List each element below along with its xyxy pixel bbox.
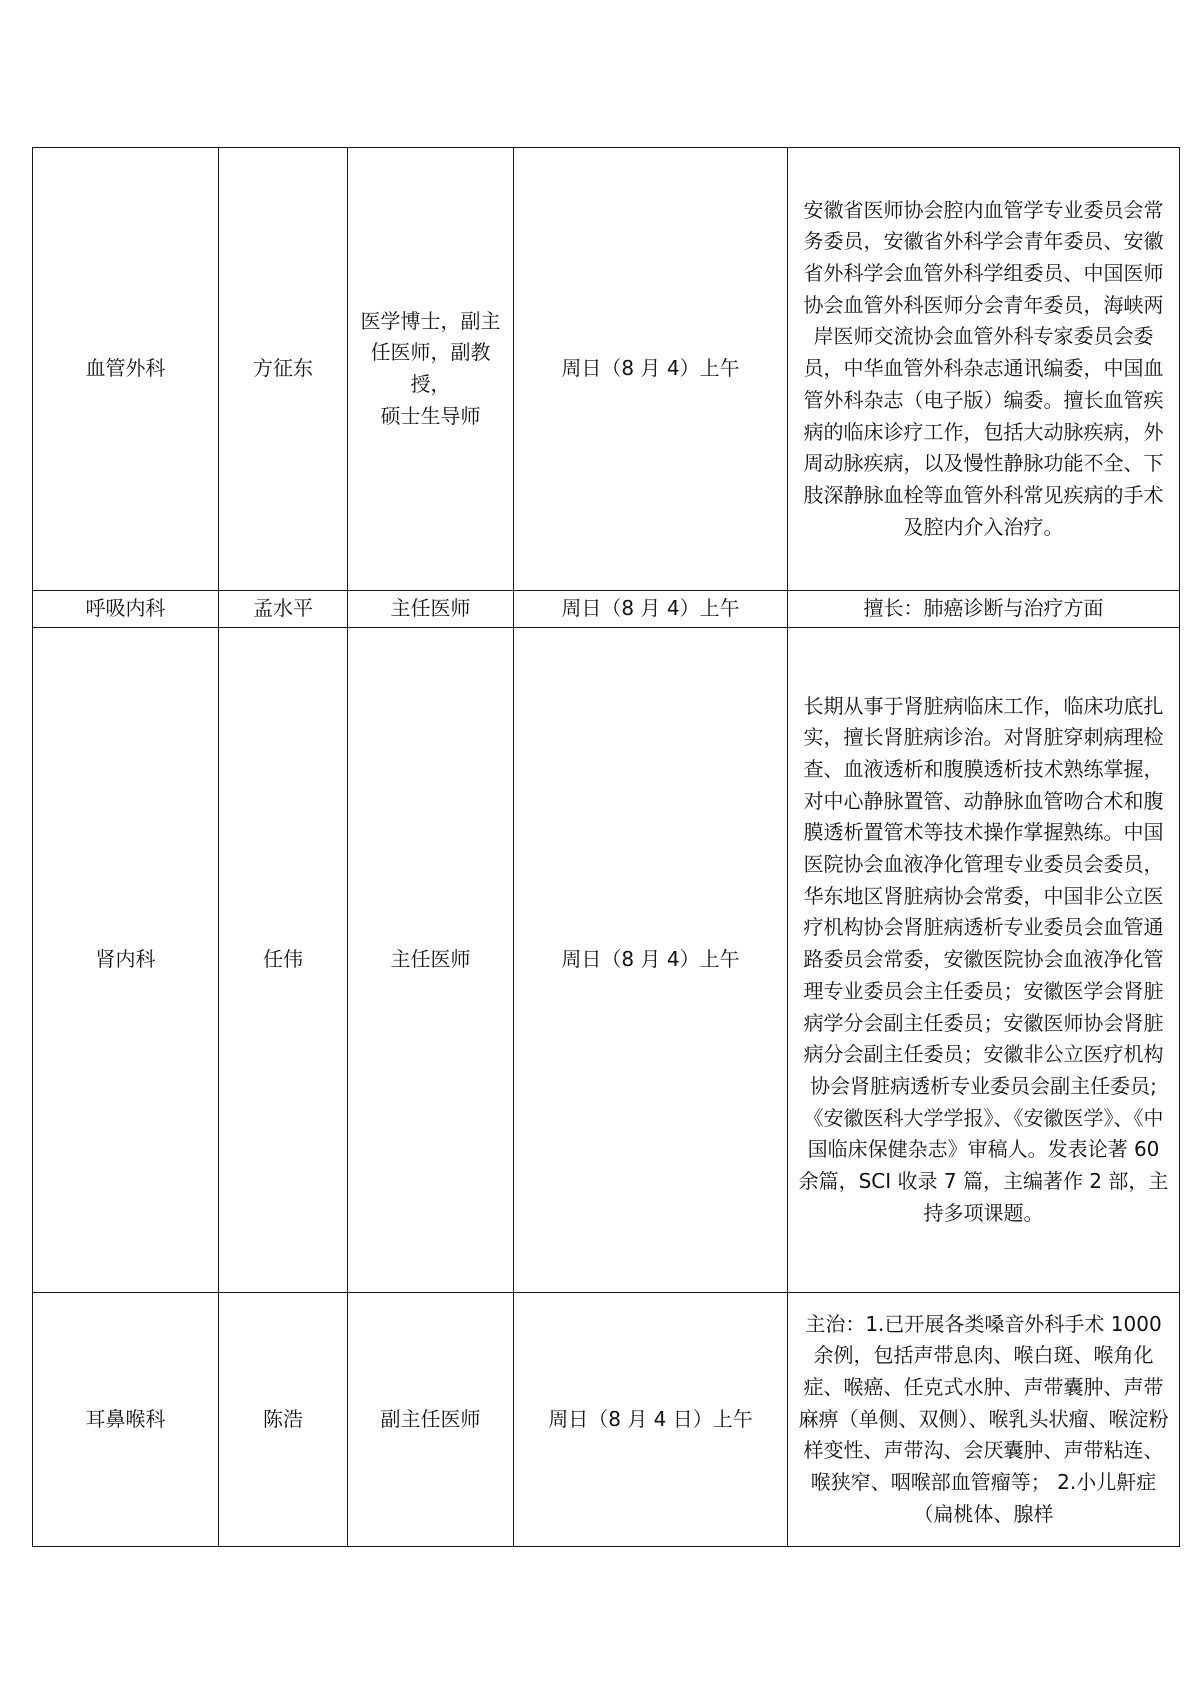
doctor-description-cell (788, 628, 1180, 1293)
doctor-title-line: 硕士生导师 (380, 403, 481, 428)
clinic-time-cell: 周日（8 月 4）上午 (514, 591, 788, 628)
doctor-title-cell: 主任医师 (348, 591, 514, 628)
doctor-title-cell: 副主任医师 (348, 1293, 514, 1547)
doctor-name-cell: 任伟 (219, 628, 348, 1293)
department-cell: 呼吸内科 (33, 591, 219, 628)
doctor-name-cell: 孟水平 (219, 591, 348, 628)
table-row (33, 148, 1180, 591)
doctor-name-cell: 陈浩 (219, 1293, 348, 1547)
doctor-description-cell (788, 591, 1180, 628)
department-cell: 耳鼻喉科 (33, 1293, 219, 1547)
doctor-description: 擅长：肺癌诊断与治疗方面 (863, 596, 1104, 621)
doctor-name-cell: 方征东 (219, 148, 348, 591)
department-cell: 肾内科 (33, 628, 219, 1293)
clinic-time-cell: 周日（8 月 4 日）上午 (514, 1293, 788, 1547)
doctor-title-cell: 主任医师 (348, 628, 514, 1293)
doctor-schedule-table (32, 147, 1180, 1547)
department-cell: 血管外科 (33, 148, 219, 591)
clinic-time-cell: 周日（8 月 4）上午 (514, 148, 788, 591)
table-row (33, 591, 1180, 628)
doctor-title-cell (348, 148, 514, 591)
doctor-title-line: 医学博士，副主 (360, 308, 501, 333)
doctor-description-cell (788, 148, 1180, 591)
table-row (33, 1293, 1180, 1547)
doctor-description-cell (788, 1293, 1180, 1547)
doctor-description: 主治：1.已开展各类嗓音外科手术 1000 余例，包括声带息肉、喉白斑、喉角化症、喉癌、任克式水肿、声带囊肿、声带麻痹（单侧、双侧）、喉乳头状瘤、喉淀粉样变性、声带沟、会厌囊肿、声带粘连、喉狭窄、咽喉部血管瘤等； 2.小儿鼾症（扁桃体、腺样 (798, 1311, 1169, 1526)
doctor-description: 安徽省医师协会腔内血管学专业委员会常务委员，安徽省外科学会青年委员、安徽省外科学会血管外科学组委员、中国医师协会血管外科医师分会青年委员，海峡两岸医师交流协会血管外科专家委员会委员，中华血管外科杂志通讯编委，中国血管外科杂志（电子版）编委。擅长血管疾病的临床诊疗工作，包括大动脉疾病，外周动脉疾病，以及慢性静脉功能不全、下肢深静脉血栓等血管外科常见疾病的手术及腔内介入治疗。 (803, 197, 1164, 539)
doctor-description: 长期从事于肾脏病临床工作，临床功底扎实，擅长肾脏病诊治。对肾脏穿刺病理检查、血液透析和腹膜透析技术熟练掌握，对中心静脉置管、动静脉血管吻合术和腹膜透析置管术等技术操作掌握熟练。中国医院协会血液净化管理专业委员会委员，华东地区肾脏病协会常委，中国非公立医疗机构协会肾脏病透析专业委员会血管通路委员会常委，安徽医院协会血液净化管理专业委员会主任委员；安徽医学会肾脏病学分会副主任委员；安徽医师协会肾脏病分会副主任委员；安徽非公立医疗机构协会肾脏病透析专业委员会副主任委员;《安徽医科大学学报》、《安徽医学》、《中国临床保健杂志》审稿人。发表论著 60 余篇，SCI 收录 7 篇，主编著作 2 部，主持多项课题。 (798, 693, 1169, 1225)
clinic-time-cell: 周日（8 月 4）上午 (514, 628, 788, 1293)
table-row (33, 628, 1180, 1293)
doctor-title-line: 任医师，副教授， (370, 340, 491, 396)
